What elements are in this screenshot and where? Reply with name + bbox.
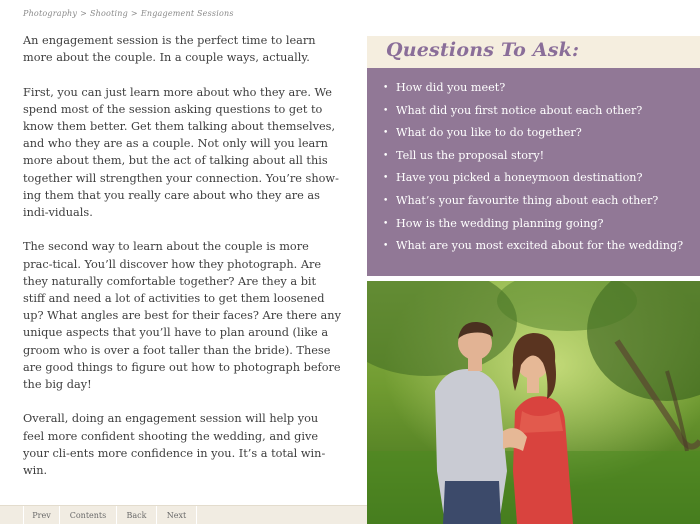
bullet-icon: • [383,128,389,139]
bullet-icon: • [383,241,389,252]
question-item [383,148,683,171]
breadcrumb-item-shooting[interactable]: Shooting [90,9,128,18]
breadcrumb-separator: > [80,9,87,18]
breadcrumb [23,9,234,18]
question-item [383,103,683,126]
back-button[interactable]: Back [117,506,157,524]
question-text: What do you like to do together? [396,126,582,140]
article-paragraph: An engagement session is the perfect time to learn more about the couple. In a couple ways, actually. [23,34,316,65]
questions-panel [367,68,700,276]
bullet-icon: • [383,218,389,229]
article-paragraph: The second way to learn about the couple is more prac-tical. You’ll discover how they photograph. Are they naturally comfortable together? Are they a bit stiff and need a lot of activities to get them loosened up? What angles are best for their faces? Are there any unique aspects that you’ll have to plan around (like a groom who is over a foot taller than the bride). These are good things to figure out how to photograph before the big day! [23,240,341,392]
bullet-icon: • [383,195,389,206]
breadcrumb-item-photography[interactable]: Photography [23,9,78,18]
article-paragraph: First, you can just learn more about who they are. We spend most of the session asking questions to get to know them better. Get them talking about themselves, and who they are as a couple. Not only will you learn more about them, but the act of talking about all this together will strengthen your connection. You’re show-ing them that you really care about who they are as indi-viduals. [23,85,339,220]
footer-nav [0,505,367,524]
question-item [383,216,683,239]
bullet-icon: • [383,105,389,116]
couple-photo [367,281,700,524]
question-item [383,238,683,261]
question-text: Tell us the proposal story! [396,148,545,162]
question-item [383,170,683,193]
bullet-icon: • [383,173,389,184]
question-text: What’s your favourite thing about each other? [396,193,659,207]
question-item [383,80,683,103]
questions-list [383,80,683,261]
question-text: What did you first notice about each other? [396,103,643,117]
breadcrumb-separator: > [130,9,138,18]
question-item [383,125,683,148]
prev-button[interactable]: Prev [23,506,60,524]
question-item [383,193,683,216]
article-body [23,32,341,496]
bullet-icon: • [383,150,389,161]
article-paragraph: Overall, doing an engagement session will help you feel more confident shooting the wedding, and give your cli-ents more confidence in you. It’s a total win-win. [23,412,326,478]
next-button[interactable]: Next [157,506,197,524]
breadcrumb-item-engagement-sessions: Engagement Sessions [140,9,234,18]
couple-photo-illustration [367,281,700,524]
question-text: Have you picked a honeymoon destination? [396,171,643,185]
question-text: How did you meet? [396,81,506,94]
question-text: What are you most excited about for the wedding? [396,239,684,253]
question-text: How is the wedding planning going? [396,216,604,230]
questions-header [367,36,700,68]
contents-button[interactable]: Contents [60,506,117,524]
questions-title: Questions To Ask: [386,39,580,61]
bullet-icon: • [383,83,389,93]
